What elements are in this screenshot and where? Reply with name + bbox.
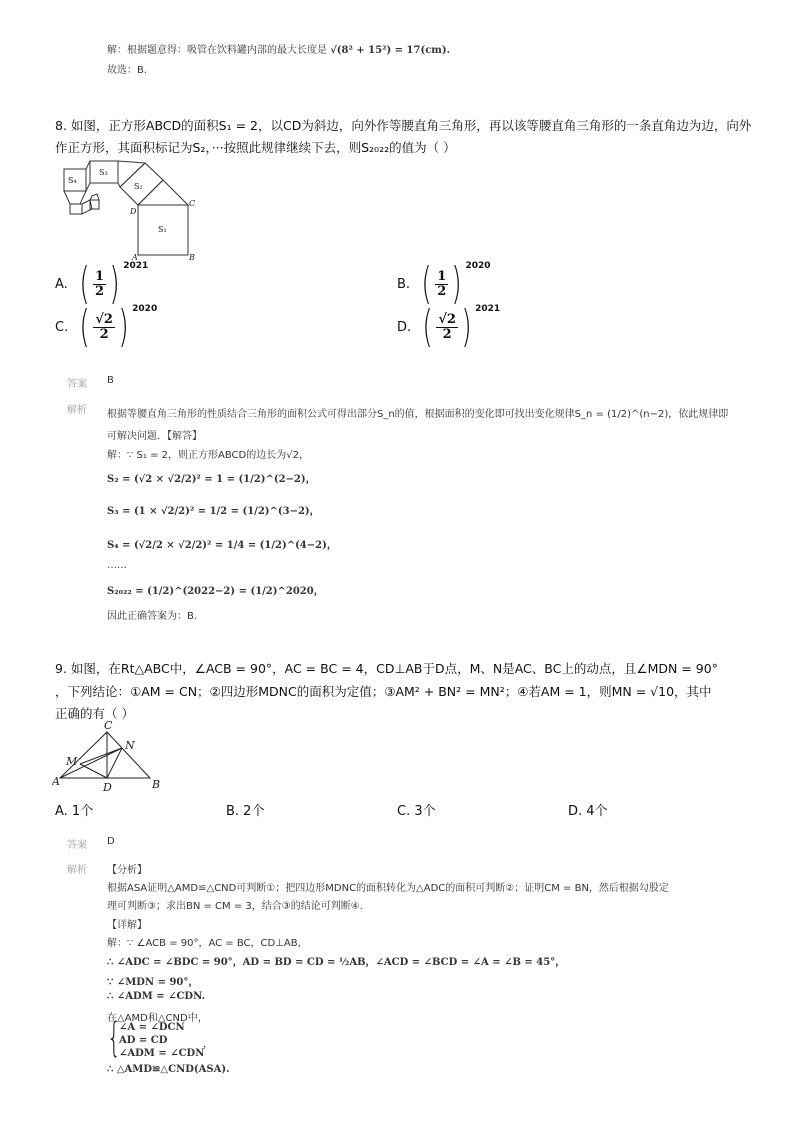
- q8-option-c-label: C.: [55, 319, 69, 335]
- q9-analysis-tag: 解析: [67, 865, 87, 876]
- q8-fig-label-s2: S₂: [134, 182, 143, 191]
- q9-answer-tag: 答案: [67, 840, 87, 851]
- q9-fenxi-title: 【分析】: [107, 865, 147, 876]
- q8-option-d[interactable]: D. ( $\frac{√2}{2}$ ) 2021: [397, 301, 501, 352]
- q8-option-a-fraction: $\frac{1}{2}$: [94, 268, 105, 299]
- q9-fig-label-a: A: [52, 775, 60, 788]
- q9-detail-line2: ∴ ∠ADC = ∠BDC = 90°，AD = BD = CD = ½AB，∠ACD = ∠BCD = ∠A = ∠B = 45°，: [107, 957, 566, 968]
- q9-option-c[interactable]: C. 3个: [397, 804, 436, 819]
- q9-triangle-figure: [52, 718, 166, 794]
- q8-solution-s2022: S₂₀₂₂ = (1/2)^(2022−2) = (1/2)^2020，: [107, 586, 324, 597]
- q9-stem-line1: 9. 如图，在Rt△ABC中，∠ACB = 90°，AC = BC = 4，CD⊥AB于D点，M、N是AC、BC上的动点，且∠MDN = 90°: [55, 661, 718, 676]
- q8-analysis-line2: 可解决问题．【解答】: [107, 431, 202, 442]
- q8-solution-s2: S₂ = (√2 × √2/2)² = 1 = (1/2)^(2−2)，: [107, 474, 316, 485]
- q9-system-eq2: AD = CD: [119, 1035, 168, 1046]
- q9-stem-line3: 正确的有（ ）: [55, 706, 134, 721]
- q9-fig-label-m: M: [66, 755, 78, 768]
- q8-analysis-line1: 根据等腰直角三角形的性质结合三角形的面积公式可得出部分S_n的值，根据面积的变化即可找出变化规律S_n = (1/2)^(n−2)，依此规律即: [107, 409, 729, 420]
- q8-solution-s4: S₄ = (√2/2 × √2/2)² = 1/4 = (1/2)^(4−2)，: [107, 540, 337, 551]
- q8-fig-label-c: C: [189, 199, 196, 208]
- q9-detail-line1: 解：∵ ∠ACB = 90°，AC = BC，CD⊥AB，: [107, 938, 308, 949]
- q8-option-d-exponent: 2021: [475, 304, 501, 314]
- q8-solution-s3: S₃ = (1 × √2/2)² = 1/2 = (1/2)^(3−2)，: [107, 506, 320, 517]
- prev-solution-choice: 故选：B.: [107, 65, 148, 76]
- q9-detail-line6: ∴ △AMD≌△CND(ASA).: [107, 1064, 230, 1075]
- q9-option-d[interactable]: D. 4个: [568, 804, 608, 819]
- prev-solution-formula: √(8² + 15²) = 17(cm).: [330, 45, 451, 56]
- q8-fig-label-s4: S₄: [68, 176, 77, 185]
- q8-stem-line2: 作正方形，其面积标记为S₂，···按照此规律继续下去，则S₂₀₂₂的值为（ ）: [55, 140, 456, 155]
- left-brace-icon: {: [107, 1015, 121, 1061]
- q8-option-c-fraction: $\frac{√2}{2}$: [95, 311, 113, 342]
- q9-fenxi-line1: 根据ASA证明△AMD≌△CND可判断①；把四边形MDNC的面积转化为△ADC的面积可判断②；证明CM = BN，然后根据勾股定: [107, 883, 669, 894]
- q8-option-b-fraction: $\frac{1}{2}$: [437, 268, 447, 299]
- q8-option-a-label: A.: [55, 276, 68, 292]
- q9-fig-label-n: N: [125, 739, 135, 752]
- prev-solution-text: 解：根据题意得：吸管在饮料罐内部的最大长度是: [107, 45, 327, 56]
- q9-fig-label-d: D: [103, 781, 112, 794]
- q8-option-d-fraction: $\frac{√2}{2}$: [438, 311, 456, 342]
- q8-option-a[interactable]: A. ( $\frac{1}{2}$ ) 2021: [55, 258, 149, 309]
- q8-fig-label-s1: S₁: [158, 225, 167, 234]
- q8-spiral-squares-figure: [56, 156, 198, 262]
- q9-system-comma: ，: [203, 1039, 213, 1050]
- q9-detail-line3: ∵ ∠MDN = 90°，: [107, 977, 199, 988]
- q9-system-eq3: ∠ADM = ∠CDN: [119, 1048, 205, 1059]
- q8-option-c-exponent: 2020: [132, 304, 158, 314]
- q8-conclusion: 因此正确答案为：B.: [107, 611, 198, 622]
- q9-option-b[interactable]: B. 2个: [226, 804, 265, 819]
- q9-fenxi-line2: 理可判断③；求出BN = CM = 3，结合③的结论可判断④.: [107, 901, 363, 912]
- q8-option-b-exponent: 2020: [465, 261, 491, 271]
- q9-option-a[interactable]: A. 1个: [55, 804, 94, 819]
- q9-detail-line4: ∴ ∠ADM = ∠CDN.: [107, 991, 206, 1002]
- prev-solution-line: [107, 41, 450, 56]
- q8-fig-label-s3: S₃: [99, 168, 108, 177]
- q8-solution-dots: ……: [107, 560, 127, 571]
- q8-fig-label-d: D: [130, 207, 137, 216]
- q9-answer: D: [107, 836, 115, 847]
- q9-system-eq1: ∠A = ∠DCN: [119, 1022, 185, 1033]
- q8-stem-line1: 8. 如图，正方形ABCD的面积S₁ = 2，以CD为斜边，向外作等腰直角三角形，再以该等腰直角三角形的一条直角边为边，向外: [55, 118, 752, 133]
- q9-stem-line2: ，下列结论：①AM = CN；②四边形MDNC的面积为定值；③AM² + BN² = MN²；④若AM = 1，则MN = √10，其中: [55, 684, 712, 699]
- q8-analysis-tag: 解析: [67, 405, 87, 416]
- q8-option-d-label: D.: [397, 319, 412, 335]
- q8-solution-line1: 解：∵ S₁ = 2，则正方形ABCD的边长为√2，: [107, 450, 309, 461]
- q9-detail-line5: 在△AMD和△CND中，: [107, 1013, 208, 1024]
- q8-fig-label-b: B: [189, 253, 195, 262]
- q9-fig-label-b: B: [152, 778, 161, 791]
- q8-fig-label-a: A: [132, 253, 138, 262]
- q8-option-c[interactable]: C. ( $\frac{√2}{2}$ ) 2020: [55, 301, 158, 352]
- q8-answer: B: [107, 375, 114, 386]
- q9-xiangjie-title: 【详解】: [107, 920, 147, 931]
- q8-option-b[interactable]: B. ( $\frac{1}{2}$ ) 2020: [397, 258, 491, 309]
- q9-fig-label-c: C: [104, 719, 113, 732]
- q8-answer-tag: 答案: [67, 379, 87, 390]
- q8-option-a-exponent: 2021: [123, 261, 149, 271]
- q8-option-b-label: B.: [397, 276, 411, 292]
